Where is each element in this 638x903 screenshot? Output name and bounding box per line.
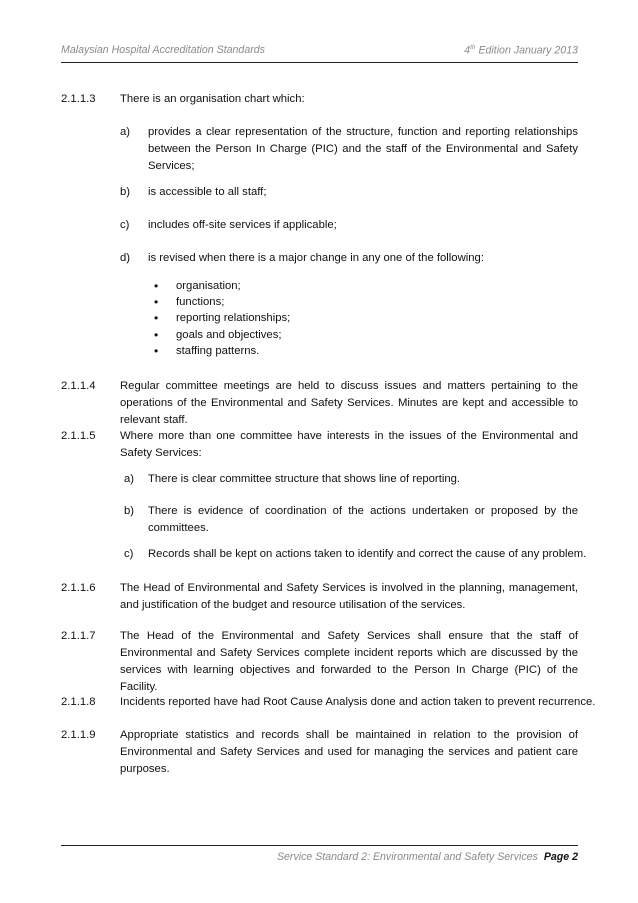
- bullet-item: • functions;: [148, 294, 290, 310]
- sub-text: There is clear committee structure that shows line of reporting.: [148, 473, 461, 485]
- sub-label: d): [120, 252, 131, 264]
- clause-text: The Head of Environmental and Safety Services is involved in the planning, management, and justification of the budget and resource utilisation of the services.: [120, 582, 578, 611]
- page-number: Page 2: [543, 851, 578, 863]
- header-title: Malaysian Hospital Accreditation Standards: [61, 44, 265, 56]
- bullet-item: • staffing patterns.: [148, 343, 290, 359]
- bullet-item: • goals and objectives;: [148, 327, 290, 343]
- sub-label: c): [120, 219, 130, 231]
- clause-number: 2.1.1.9: [61, 729, 96, 741]
- bullet-item: • organisation;: [148, 278, 290, 294]
- clause-text: Incidents reported have had Root Cause Analysis done and action taken to prevent recurrence.: [120, 696, 596, 708]
- page-header: [61, 44, 578, 56]
- clause-text: Regular committee meetings are held to discuss issues and matters pertaining to the operations of the Environmental and Safety Services. Minutes are kept and accessible to relevant staff.: [120, 380, 578, 426]
- sub-label: a): [120, 126, 131, 138]
- sub-label: a): [124, 473, 135, 485]
- sub-text: is revised when there is a major change in any one of the following:: [148, 252, 484, 264]
- clause-text: Where more than one committee have interests in the issues of the Environmental and Safety Services:: [120, 430, 578, 459]
- footer-rule: [61, 845, 578, 846]
- sub-text: includes off-site services if applicable;: [148, 219, 337, 231]
- sub-text: provides a clear representation of the structure, function and reporting relationships between the Person In Charge (PIC) and the staff of the Environmental and Safety Services;: [148, 126, 578, 172]
- page-footer: [277, 851, 578, 863]
- clause-number: 2.1.1.3: [61, 93, 96, 105]
- sub-text: There is evidence of coordination of the actions undertaken or proposed by the committees.: [148, 505, 578, 534]
- clause-text: Appropriate statistics and records shall be maintained in relation to the provision of Environmental and Safety Services and used for managing the services and patient care purposes.: [120, 729, 578, 775]
- clause-number: 2.1.1.6: [61, 582, 96, 594]
- bullet-item: • reporting relationships;: [148, 310, 290, 326]
- sub-label: b): [124, 505, 135, 517]
- clause-text: There is an organisation chart which:: [120, 93, 305, 105]
- sub-text: Records shall be kept on actions taken to identify and correct the cause of any problem.: [148, 548, 587, 560]
- sub-label: c): [124, 548, 134, 560]
- clause-number: 2.1.1.5: [61, 430, 96, 442]
- sub-label: b): [120, 186, 131, 198]
- sub-text: is accessible to all staff;: [148, 186, 267, 198]
- header-rule: [61, 62, 578, 63]
- footer-title: Service Standard 2: Environmental and Safety Services: [276, 851, 538, 863]
- clause-text: The Head of the Environmental and Safety Services shall ensure that the staff of Environmental and Safety Services complete incident reports which are discussed by the services with learning objectives and forwarded to the Person In Charge (PIC) of the Facility.: [120, 630, 578, 693]
- clause-number: 2.1.1.4: [61, 380, 96, 392]
- header-edition: 4th Edition January 2013: [464, 44, 578, 57]
- clause-number: 2.1.1.8: [61, 696, 96, 708]
- bullet-list: [148, 278, 290, 359]
- clause-number: 2.1.1.7: [61, 630, 96, 642]
